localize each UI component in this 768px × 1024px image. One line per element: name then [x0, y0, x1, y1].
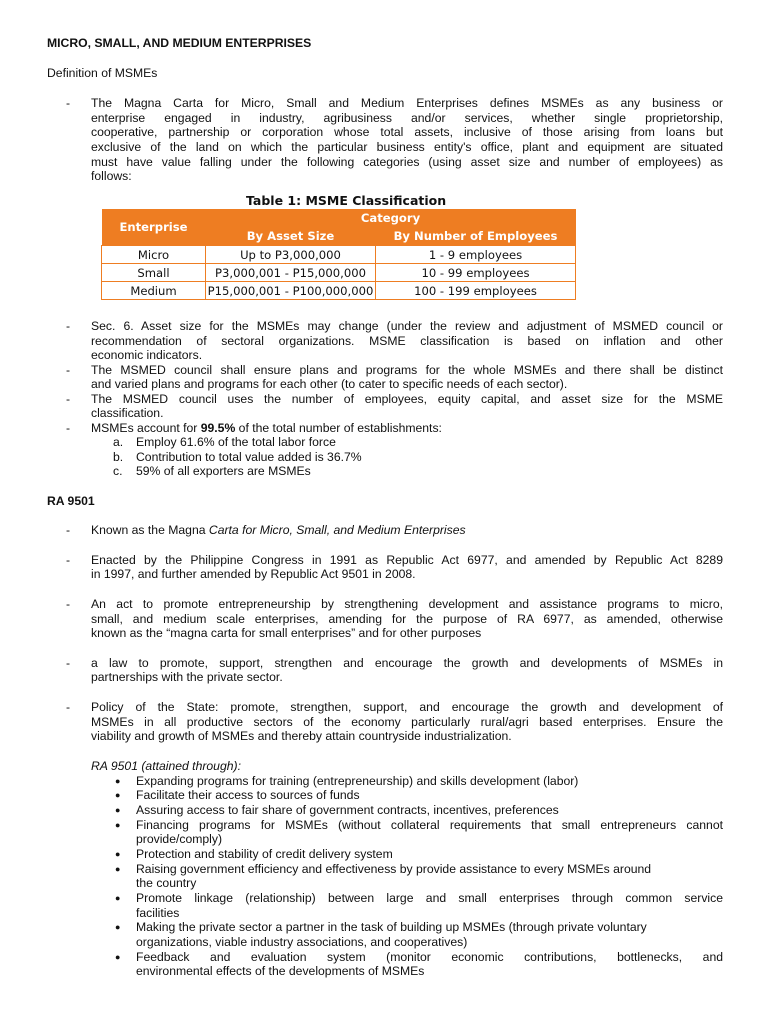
bullet-dot: ● — [115, 790, 121, 800]
bullet-dot: ● — [115, 893, 121, 903]
definition-title: Definition of MSMEs — [47, 66, 158, 80]
policy-line: viability and growth of MSMEs and thereby attain countryside industrialization. — [91, 729, 512, 743]
bullet-line: facilities — [136, 906, 180, 920]
table-title: Table 1: MSME Classification — [246, 193, 447, 208]
account-bold: 99.5% — [200, 421, 236, 435]
council-uses-line: The MSMED council uses the number of employees, equity capital, and asset size for the MSME — [91, 392, 723, 406]
bullet-dot: ● — [115, 776, 121, 786]
known-line — [91, 523, 466, 538]
sec6-line: economic indicators. — [91, 348, 203, 362]
cell-employees: 10 - 99 employees — [376, 264, 576, 282]
account-pre: MSMEs account for — [91, 421, 201, 435]
cell-asset: P3,000,001 - P15,000,000 — [206, 264, 376, 282]
dash-marker: - — [66, 597, 71, 611]
dash-marker: - — [66, 421, 71, 435]
bullet-line: provide/comply) — [136, 832, 223, 846]
cell-enterprise: Medium — [102, 282, 206, 300]
sub-item: Employ 61.6% of the total labor force — [136, 435, 336, 449]
cell-asset: P15,000,001 - P100,000,000 — [206, 282, 376, 300]
cell-enterprise: Micro — [102, 246, 206, 264]
council-plans-line: The MSMED council shall ensure plans and programs for the whole MSMEs and there shall be distinct — [91, 363, 723, 377]
intro-line: The Magna Carta for Micro, Small and Medium Enterprises defines MSMEs as any business or — [91, 96, 723, 110]
dash-marker: - — [66, 363, 71, 377]
council-plans-line: and varied plans and programs for each other (to cater to specific needs of each sector). — [91, 377, 568, 391]
dash-marker: - — [66, 656, 71, 670]
cell-enterprise: Small — [102, 264, 206, 282]
bullet-line: the country — [136, 876, 197, 890]
bullet-dot: ● — [115, 922, 121, 932]
sec6-line: Sec. 6. Asset size for the MSMEs may change (under the review and adjustment of MSMED council or — [91, 319, 723, 333]
header-enterprise: Enterprise — [102, 209, 206, 246]
act-line: small, and medium scale enterprises, amending for the purpose of RA 6977, as amended, otherwise — [91, 612, 723, 626]
known-italic: Carta for Micro, Small, and Medium Enterprises — [208, 523, 466, 537]
act-line: known as the “magna carta for small enterprises” and for other purposes — [91, 626, 482, 640]
dash-marker: - — [66, 392, 71, 406]
dash-marker: - — [66, 96, 71, 110]
law-line: a law to promote, support, strengthen and encourage the growth and developments of MSMEs in — [91, 656, 723, 670]
header-employees: By Number of Employees — [376, 227, 576, 246]
known-pre: Known as the Magna — [91, 523, 209, 537]
sub-letter: c. — [113, 464, 123, 478]
ra-title: RA 9501 — [47, 494, 95, 508]
bullet-dot: ● — [115, 805, 121, 815]
attained-title: RA 9501 (attained through): — [91, 759, 241, 773]
policy-line: MSMEs in all productive sectors of the economy particularly rural/agri based enterprises. Ensure the — [91, 715, 723, 729]
msme-classification-table — [101, 209, 576, 300]
sub-item: Contribution to total value added is 36.7% — [136, 450, 362, 464]
bullet-line: Protection and stability of credit delivery system — [136, 847, 393, 861]
page-heading: MICRO, SMALL, AND MEDIUM ENTERPRISES — [47, 36, 312, 50]
table-row — [102, 246, 576, 264]
table-row — [102, 282, 576, 300]
sec6-line: recommendation of sectoral organizations. MSME classification is based on inflation and other — [91, 334, 723, 348]
council-uses-line: classification. — [91, 406, 164, 420]
account-line — [91, 421, 442, 436]
table-row — [102, 264, 576, 282]
bullet-line: Financing programs for MSMEs (without collateral requirements that small entrepreneurs cannot — [136, 818, 723, 832]
bullet-line: Assuring access to fair share of government contracts, incentives, preferences — [136, 803, 559, 817]
dash-marker: - — [66, 553, 71, 567]
intro-line: cooperative, partnership or corporation whose total assets, inclusive of those arising from loans but — [91, 125, 723, 139]
dash-marker: - — [66, 523, 71, 537]
bullet-dot: ● — [115, 820, 121, 830]
header-asset-size: By Asset Size — [206, 227, 376, 246]
policy-line: Policy of the State: promote, strengthen, support, and encourage the growth and development of — [91, 700, 723, 714]
bullet-line: Facilitate their access to sources of funds — [136, 788, 360, 802]
bullet-line: Promote linkage (relationship) between large and small enterprises through common service — [136, 891, 723, 905]
intro-line: enterprise engaged in industry, agribusiness and/or services, whether single proprietorship, — [91, 111, 723, 125]
cell-employees: 1 - 9 employees — [376, 246, 576, 264]
sub-letter: b. — [113, 450, 124, 464]
dash-marker: - — [66, 700, 71, 714]
cell-asset: Up to P3,000,000 — [206, 246, 376, 264]
intro-line: follows: — [91, 169, 132, 183]
cell-employees: 100 - 199 employees — [376, 282, 576, 300]
bullet-dot: ● — [115, 849, 121, 859]
sub-letter: a. — [113, 435, 124, 449]
act-line: An act to promote entrepreneurship by strengthening development and assistance programs to micro, — [91, 597, 723, 611]
bullet-line: Making the private sector a partner in the task of building up MSMEs (through private voluntary — [136, 920, 647, 934]
bullet-line: environmental effects of the developments of MSMEs — [136, 964, 425, 978]
bullet-dot: ● — [115, 864, 121, 874]
account-post: of the total number of establishments: — [235, 421, 442, 435]
bullet-dot: ● — [115, 952, 121, 962]
law-line: partnerships with the private sector. — [91, 670, 283, 684]
intro-line: must have value falling under the following categories (using asset size and number of employees) as — [91, 155, 723, 169]
sub-item: 59% of all exporters are MSMEs — [136, 464, 311, 478]
bullet-line: Raising government efficiency and effectiveness by provide assistance to every MSMEs around — [136, 862, 652, 876]
bullet-line: Expanding programs for training (entrepreneurship) and skills development (labor) — [136, 774, 579, 788]
dash-marker: - — [66, 319, 71, 333]
header-category: Category — [206, 209, 576, 227]
bullet-line: organizations, viable industry associations, and cooperatives) — [136, 935, 468, 949]
enacted-line: in 1997, and further amended by Republic Act 9501 in 2008. — [91, 567, 416, 581]
enacted-line: Enacted by the Philippine Congress in 1991 as Republic Act 6977, and amended by Republic Act 8289 — [91, 553, 723, 567]
bullet-line: Feedback and evaluation system (monitor economic contributions, bottlenecks, and — [136, 950, 723, 964]
intro-line: exclusive of the land on which the particular business entity's office, plant and equipment are situated — [91, 140, 723, 154]
